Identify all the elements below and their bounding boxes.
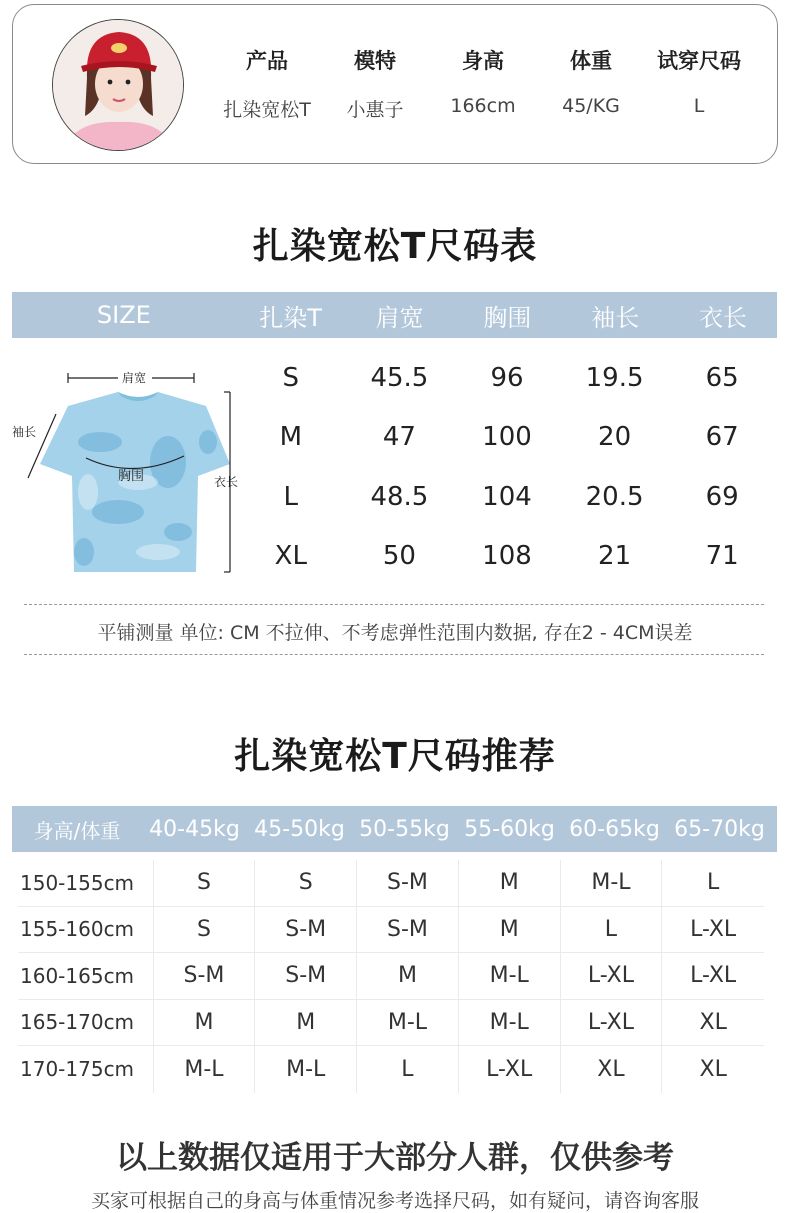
rec-size-cell: S <box>154 860 256 906</box>
size-header-length: 衣长 <box>699 303 748 332</box>
diagram-label-sleeve: 袖长 <box>12 425 37 439</box>
rec-size-cell: M-L <box>459 953 561 999</box>
model-spec-table <box>213 45 753 122</box>
size-cell: 50 <box>382 541 416 572</box>
size-cell: 69 <box>705 481 739 512</box>
recommend-table-header <box>12 806 777 852</box>
rec-height-cell: 170-175cm <box>18 1046 154 1093</box>
size-cell: 108 <box>482 541 532 572</box>
rec-size-cell: L-XL <box>561 1000 663 1046</box>
size-cell: 100 <box>482 422 532 453</box>
divider-dashed <box>24 654 764 655</box>
size-cell: 21 <box>598 541 632 572</box>
rec-height-cell: 165-170cm <box>18 1000 154 1046</box>
rec-size-cell: M-L <box>255 1046 357 1093</box>
rec-header-weight: 45-50kg <box>254 816 345 842</box>
size-cell: 19.5 <box>585 362 644 393</box>
rec-size-cell: L-XL <box>690 916 737 942</box>
rec-size-cell: L <box>707 870 720 896</box>
size-cell: 67 <box>705 422 739 453</box>
rec-size-cell: M <box>154 1000 256 1046</box>
size-table-body <box>236 348 776 586</box>
size-table-header <box>12 292 777 338</box>
model-header-product: 产品 <box>246 49 288 73</box>
rec-size-cell: M <box>255 1000 357 1046</box>
size-cell: S <box>282 362 300 393</box>
rec-size-cell: M <box>357 953 459 999</box>
rec-size-cell: S <box>154 907 256 953</box>
rec-header-weight: 60-65kg <box>569 816 660 842</box>
model-value-row <box>213 95 753 122</box>
rec-size-cell: XL <box>561 1046 663 1093</box>
size-header-chest: 胸围 <box>483 303 532 332</box>
size-cell: 96 <box>490 362 524 393</box>
rec-size-cell: XL <box>699 1056 727 1082</box>
rec-size-cell: S-M <box>154 953 256 999</box>
size-cell: 71 <box>705 541 739 572</box>
table-row <box>236 408 776 468</box>
size-cell: 20.5 <box>585 481 644 512</box>
size-table-title: 扎染宽松T尺码表 <box>252 226 538 267</box>
rec-height-cell: 155-160cm <box>18 907 154 953</box>
rec-size-cell: S <box>255 860 357 906</box>
size-header-sleeve: 袖长 <box>591 303 640 332</box>
table-row <box>18 907 764 954</box>
model-value-size: L <box>693 95 705 117</box>
rec-size-cell: S-M <box>357 860 459 906</box>
size-cell: 20 <box>598 422 632 453</box>
model-header-weight: 体重 <box>570 49 612 73</box>
model-value-height: 166cm <box>450 95 516 117</box>
footer-title: 以上数据仅适用于大部分人群，仅供参考 <box>116 1140 674 1176</box>
rec-header-weight: 50-55kg <box>359 816 450 842</box>
rec-size-cell: L-XL <box>459 1046 561 1093</box>
footer-subtitle: 买家可根据自己的身高与体重情况参考选择尺码，如有疑问，请咨询客服 <box>90 1190 699 1212</box>
model-header-row <box>213 45 753 75</box>
diagram-label-length: 衣长 <box>214 475 239 489</box>
table-row <box>18 860 764 907</box>
model-header-model: 模特 <box>354 49 396 73</box>
size-cell: M <box>279 422 303 453</box>
model-header-size: 试穿尺码 <box>657 49 741 73</box>
size-cell: 47 <box>382 422 416 453</box>
diagram-label-chest: 胸围 <box>118 469 145 484</box>
diagram-label-shoulder: 肩宽 <box>122 371 147 385</box>
rec-size-cell: XL <box>699 1009 727 1035</box>
model-value-model: 小惠子 <box>346 99 404 121</box>
size-cell: 104 <box>482 481 532 512</box>
size-cell: XL <box>274 541 307 572</box>
table-row <box>18 1046 764 1093</box>
rec-size-cell: L-XL <box>690 963 737 989</box>
model-value-product: 扎染宽松T <box>223 99 311 121</box>
recommend-table-title: 扎染宽松T尺码推荐 <box>234 736 556 777</box>
rec-size-cell: M-L <box>154 1046 256 1093</box>
rec-header-weight: 65-70kg <box>674 816 765 842</box>
model-value-weight: 45/KG <box>562 95 620 117</box>
divider-dashed <box>24 604 764 605</box>
recommend-table-body <box>18 860 764 1093</box>
size-cell: L <box>283 481 299 512</box>
rec-size-cell: M <box>459 907 561 953</box>
size-header-size: SIZE <box>96 301 151 329</box>
rec-header-height-weight: 身高/体重 <box>33 818 121 843</box>
tshirt-diagram <box>8 362 244 582</box>
rec-height-cell: 150-155cm <box>18 860 154 906</box>
rec-size-cell: M-L <box>357 1000 459 1046</box>
rec-header-weight: 40-45kg <box>149 816 240 842</box>
table-row <box>236 467 776 527</box>
rec-size-cell: S-M <box>255 907 357 953</box>
size-header-tie: 扎染T <box>259 303 322 332</box>
table-row <box>236 527 776 587</box>
rec-height-cell: 160-165cm <box>18 953 154 999</box>
rec-size-cell: M <box>459 860 561 906</box>
size-cell: 48.5 <box>370 481 429 512</box>
rec-size-cell: L <box>357 1046 459 1093</box>
rec-size-cell: M-L <box>561 860 663 906</box>
model-header-height: 身高 <box>462 49 504 73</box>
size-header-shoulder: 肩宽 <box>375 303 424 332</box>
rec-size-cell: L-XL <box>561 953 663 999</box>
rec-size-cell: S-M <box>255 953 357 999</box>
rec-size-cell: M-L <box>459 1000 561 1046</box>
size-cell: 65 <box>705 362 739 393</box>
table-row <box>18 1000 764 1047</box>
table-row <box>18 953 764 1000</box>
rec-size-cell: L <box>561 907 663 953</box>
rec-size-cell: S-M <box>357 907 459 953</box>
model-info-card <box>12 4 778 164</box>
table-row <box>236 348 776 408</box>
model-avatar <box>52 19 184 151</box>
rec-header-weight: 55-60kg <box>464 816 555 842</box>
size-cell: 45.5 <box>370 362 429 393</box>
measurement-note: 平铺测量 单位: CM 不拉伸、不考虑弹性范围内数据, 存在2 - 4CM误差 <box>97 622 693 644</box>
